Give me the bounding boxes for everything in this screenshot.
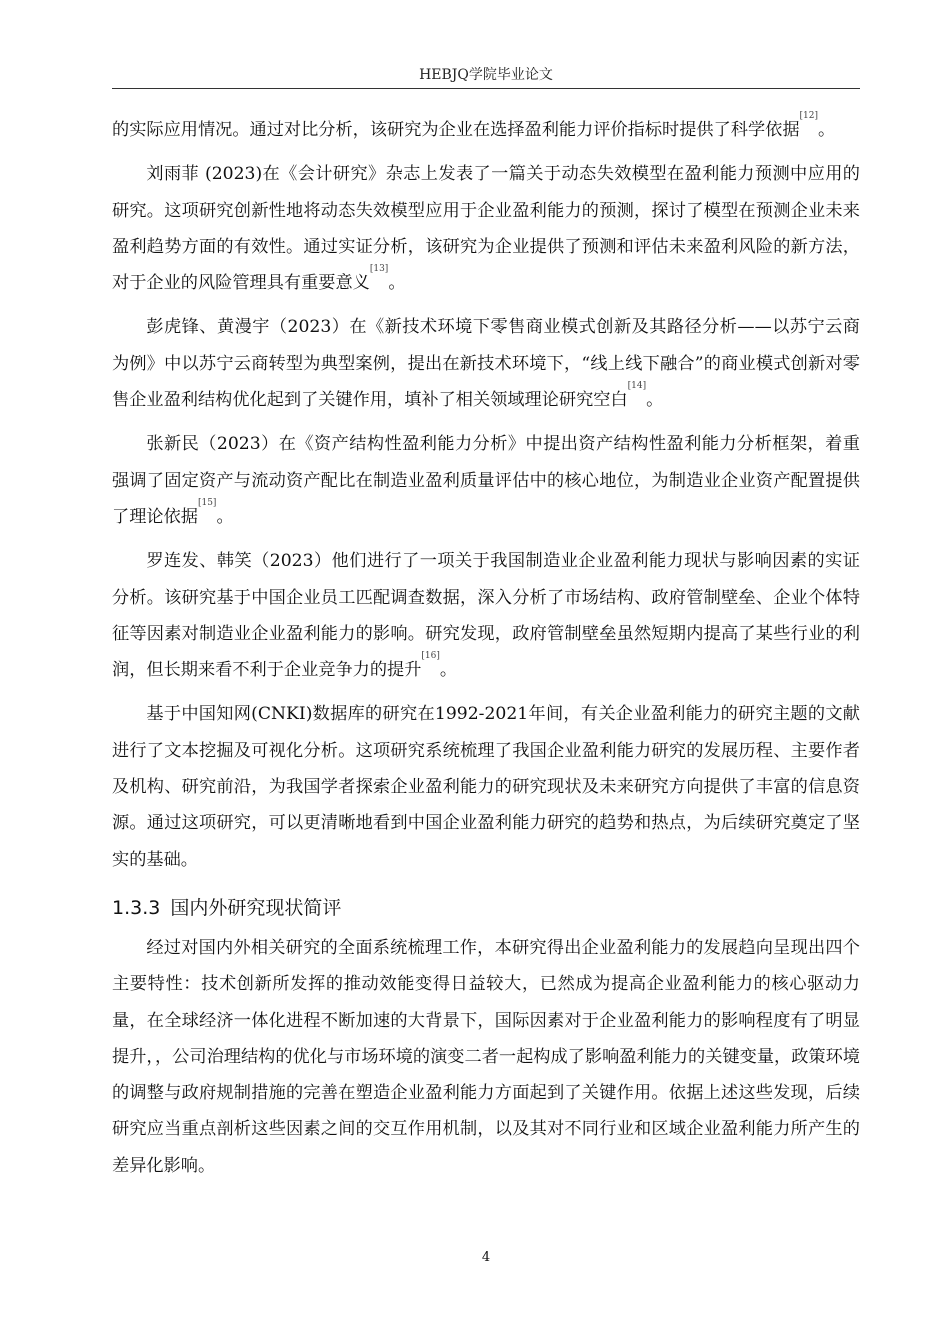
section-heading [112, 886, 860, 930]
citation-ref[interactable]: [13] [369, 264, 389, 275]
section-title: 国内外研究现状简评 [170, 896, 342, 919]
citation-ref[interactable]: [16] [421, 651, 440, 662]
citation-ref[interactable]: [14] [627, 381, 647, 392]
citation-ref[interactable]: [15] [197, 497, 217, 508]
paragraph-zhang: 张新民（2023）在《资产结构性盈利能力分析》中提出资产结构性盈利能力分析框架，着重强调了固定资产与流动资产配比在制造业盈利质量评估中的核心地位，为制造业企业资产配置提供了理论依据[15]。 [112, 434, 860, 527]
citation-ref[interactable]: [12] [799, 111, 818, 121]
paragraph-text: 刘雨菲 (2023)在《会计研究》杂志上发表了一篇关于动态失效模型在盈利能力预测中应用的研究。这项研究创新性地将动态失效模型应用于企业盈利能力的预测，探讨了模型在预测企业未来盈利趋势方面的有效性。通过实证分析，该研究为企业提供了预测和评估未来盈利风险的新方法，对于企业的风险管理具有重要意义 [112, 164, 860, 294]
paragraph-cnki [112, 696, 860, 877]
paragraph-luo: 罗连发、韩笑（2023）他们进行了一项关于我国制造业企业盈利能力现状与影响因素的实证分析。该研究基于中国企业员工匹配调查数据，深入分析了市场结构、政府管制壁垒、企业个体特征等因素对制造业企业盈利能力的影响。研究发现，政府管制壁垒虽然短期内提高了某些行业的利润，但长期来看不利于企业竞争力的提升[16]。 [112, 551, 860, 681]
paragraph-peng: 彭虎锋、黄漫宇（2023）在《新技术环境下零售商业模式创新及其路径分析——以苏宁云商为例》中以苏宁云商转型为典型案例，提出在新技术环境下，“线上线下融合”的商业模式创新对零售企业盈利结构优化起到了关键作用，填补了相关领域理论研究空白[14]。 [112, 317, 860, 411]
paragraph-text: 张新民（2023）在《资产结构性盈利能力分析》中提出资产结构性盈利能力分析框架，着重强调了固定资产与流动资产配比在制造业盈利质量评估中的核心地位，为制造业企业资产配置提供了理论依据 [112, 434, 860, 527]
page-number: 4 [481, 1250, 491, 1265]
page-header-title: HEBJQ学院毕业论文 [419, 67, 553, 83]
paragraph-text: 罗连发、韩笑（2023）他们进行了一项关于我国制造业企业盈利能力现状与影响因素的实证分析。该研究基于中国企业员工匹配调查数据，深入分析了市场结构、政府管制壁垒、企业个体特征等因素对制造业企业盈利能力的影响。研究发现，政府管制壁垒虽然短期内提高了某些行业的利润，但长期来看不利于企业竞争力的提升 [112, 551, 860, 681]
paragraph-text: 基于中国知网(CNKI)数据库的研究在1992-2021年间，有关企业盈利能力的研究主题的文献进行了文本挖掘及可视化分析。这项研究系统梳理了我国企业盈利能力研究的发展历程、主要作者及机构、研究前沿，为我国学者探索企业盈利能力的研究现状及未来研究方向提供了丰富的信息资源。通过这项研究，可以更清晰地看到中国企业盈利能力研究的趋势和热点，为后续研究奠定了坚实的基础。 [112, 704, 860, 870]
paragraph-continued: 的实际应用情况。通过对比分析，该研究为企业在选择盈利能力评价指标时提供了科学依据[12]。 [112, 111, 836, 140]
section-number: 1.3.3 [112, 896, 161, 919]
page-body [112, 112, 860, 1192]
paragraph-text: 的实际应用情况。通过对比分析，该研究为企业在选择盈利能力评价指标时提供了科学依据 [112, 120, 800, 140]
paragraph-text: 彭虎锋、黄漫宇（2023）在《新技术环境下零售商业模式创新及其路径分析——以苏宁云商为例》中以苏宁云商转型为典型案例，提出在新技术环境下，“线上线下融合”的商业模式创新对零售企业盈利结构优化起到了关键作用，填补了相关领域理论研究空白 [112, 317, 860, 411]
header-divider [112, 88, 860, 89]
paragraph-liu: 刘雨菲 (2023)在《会计研究》杂志上发表了一篇关于动态失效模型在盈利能力预测中应用的研究。这项研究创新性地将动态失效模型应用于企业盈利能力的预测，探讨了模型在预测企业未来盈利趋势方面的有效性。通过实证分析，该研究为企业提供了预测和评估未来盈利风险的新方法，对于企业的风险管理具有重要意义[13]。 [112, 164, 860, 294]
paragraph-summary: 经过对国内外相关研究的全面系统梳理工作，本研究得出企业盈利能力的发展趋向呈现出四个主要特性：技术创新所发挥的推动效能变得日益较大，已然成为提高企业盈利能力的核心驱动力量，在全球经济一体化进程不断加速的大背景下，国际因素对于企业盈利能力的影响程度有了明显提升，，公司治理结构的优化与市场环境的演变二者一起构成了影响盈利能力的关键变量，政策环境的调整与政府规制措施的完善在塑造企业盈利能力方面起到了关键作用。依据上述这些发现，后续研究应当重点剖析这些因素之间的交互作用机制，以及其对不同行业和区域企业盈利能力所产生的差异化影响。 [112, 937, 860, 1176]
